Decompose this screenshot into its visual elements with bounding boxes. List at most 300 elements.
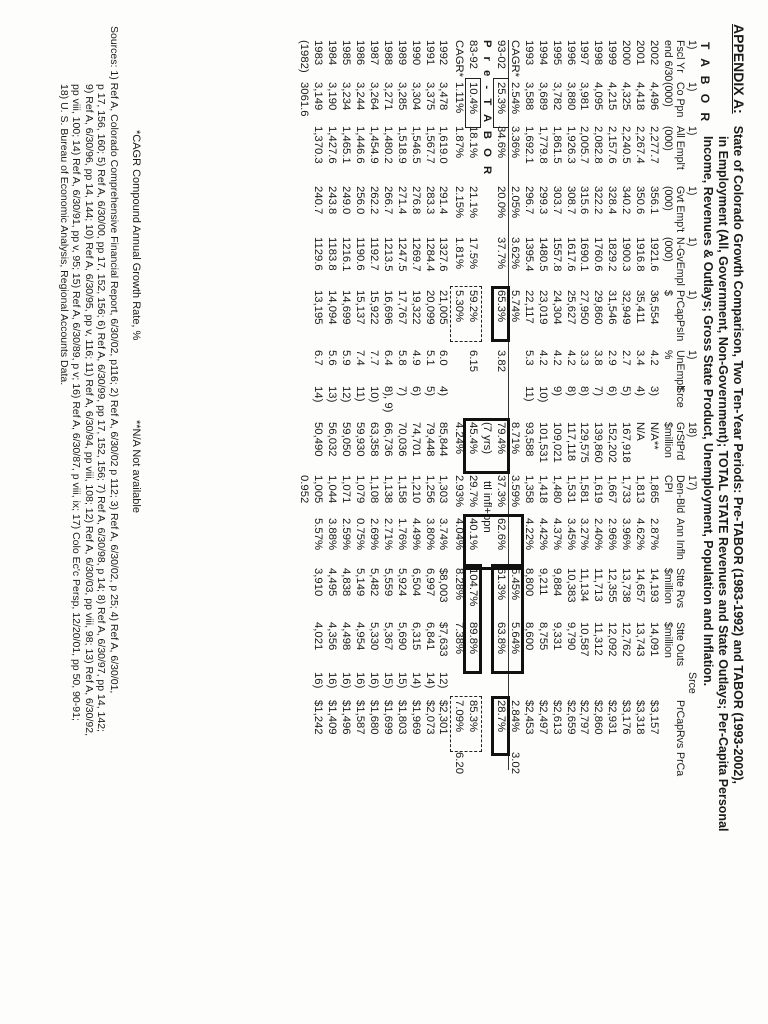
table-cell: 303.7	[550, 186, 563, 215]
table-cell: 1617.6	[564, 237, 577, 272]
table-cell: $1,242	[312, 700, 325, 735]
highlight-box	[493, 78, 509, 128]
table-cell: 1190.6	[354, 237, 367, 271]
table-cell: 9,211	[536, 568, 549, 596]
table-cell: 11)	[354, 386, 367, 402]
title-line-1: State of Colorado Growth Comparison, Two Ten-Year Periods: Pre-TABOR (1983-1992) and TABOR (1993-2002),	[731, 125, 745, 784]
table-cell: 1,454.9	[368, 126, 380, 164]
column-header: Srce	[686, 672, 698, 694]
table-cell: 109,021	[550, 422, 563, 463]
table-cell: 5.1	[423, 350, 436, 366]
table-cell: 2,082.8	[592, 126, 605, 164]
cagr-cell: 3.36%	[509, 126, 521, 159]
table-cell: 4,215	[606, 82, 619, 111]
table-cell: 1247.5	[395, 237, 408, 272]
column-header: 1)	[686, 82, 698, 92]
total-cell: 59.2%	[467, 290, 480, 323]
seven-years-note: (7 yrs)	[481, 422, 494, 455]
table-cell: 5.57%	[312, 518, 325, 551]
table-cell: 6)	[606, 386, 619, 397]
column-header: 1)	[686, 40, 698, 50]
table-cell: $3,176	[620, 700, 633, 735]
table-cell: 283.3	[423, 186, 436, 215]
table-cell: 2001	[634, 40, 647, 66]
total-cell: 17.5%	[467, 237, 480, 270]
table-cell: 2002	[648, 40, 660, 66]
tabor-period-label: T A B O R	[698, 42, 712, 125]
table-cell: 16)	[340, 672, 353, 689]
table-cell: 14)	[423, 672, 436, 689]
cagr-label: CAGR*	[509, 40, 521, 78]
cagr-cell: 2.93%	[453, 475, 466, 508]
table-cell: 4)	[437, 386, 450, 397]
table-cell: 5.3	[522, 350, 535, 366]
table-cell: 1183.8	[326, 237, 339, 271]
total-cell: 45.4%	[467, 422, 480, 455]
table-cell: 1998	[592, 40, 605, 66]
cagr-cell: 2.84%	[509, 700, 521, 733]
highlight-box	[450, 696, 483, 752]
table-cell: 4,095	[592, 82, 605, 111]
table-cell: 6.0	[437, 350, 450, 366]
total-cell: 85.3%	[467, 700, 480, 733]
footnote-na: **N/A Not available	[130, 420, 142, 513]
table-cell: 5)	[423, 386, 436, 397]
table-cell: 4.2	[550, 350, 563, 366]
table-cell: 5,690	[395, 622, 408, 651]
table-cell: 1,210	[409, 475, 422, 504]
table-cell: 6.4	[381, 350, 394, 366]
table-cell: 3.80%	[423, 518, 436, 551]
table-cell: 3.96%	[620, 518, 633, 551]
table-cell: 315.6	[578, 186, 591, 215]
table-cell: 3,375	[423, 82, 436, 111]
table-cell: 32,949	[620, 290, 633, 325]
total-cell: 34.6%	[495, 126, 508, 159]
table-cell: 1989	[395, 40, 408, 66]
table-cell: 139,860	[592, 422, 605, 463]
table-cell: 10)	[368, 386, 380, 403]
table-cell: 1,779.8	[536, 126, 549, 164]
table-cell: 66,736	[381, 422, 394, 457]
column-header: Srce	[674, 386, 686, 408]
column-header: (000)	[662, 186, 674, 211]
table-cell: 27,950	[578, 290, 591, 325]
highlight-box	[491, 564, 524, 674]
table-cell: 1,446.6	[354, 126, 367, 164]
table-cell: 20,099	[423, 290, 436, 325]
table-cell: 4,954	[354, 622, 367, 651]
table-cell: 14,091	[648, 622, 660, 657]
highlight-box	[463, 418, 510, 474]
table-cell: 1,256	[423, 475, 436, 504]
table-cell: 1985	[340, 40, 353, 66]
table-cell: 356.1	[648, 186, 660, 215]
table-cell: 2.71%	[381, 518, 394, 551]
table-cell: 3,689	[536, 82, 549, 111]
table-cell: $2,073	[423, 700, 436, 735]
table-cell: 50,490	[312, 422, 325, 457]
inflation-population-note: ttl infl+ppn	[481, 481, 494, 533]
appendix-title	[700, 24, 746, 1004]
table-cell: 1.76%	[395, 518, 408, 551]
table-cell: 1,303	[437, 475, 450, 504]
column-header: 1)	[686, 186, 698, 196]
table-cell: $2,931	[606, 700, 619, 735]
table-cell: 350.6	[634, 186, 647, 215]
cagr-cell: 5.45%	[509, 568, 521, 601]
cagr-cell: 6.20	[453, 752, 466, 774]
table-cell: 1829.2	[606, 237, 619, 272]
total-cell: 29.7%	[467, 475, 480, 508]
table-cell: 2,267.4	[634, 126, 647, 164]
table-cell: 5,149	[354, 568, 367, 597]
table-cell: 1,480	[550, 475, 563, 504]
table-cell: 10)	[536, 386, 549, 403]
table-cell: 4.37%	[550, 518, 563, 551]
column-header: 18)	[686, 422, 698, 438]
table-cell: 8)	[578, 386, 591, 397]
table-cell: 8), 9)	[381, 386, 394, 413]
cagr-cell: 1.87%	[453, 126, 466, 159]
table-cell: 36,554	[648, 290, 660, 325]
table-cell: 3,234	[340, 82, 353, 111]
column-header: N-GvEmpl	[674, 237, 686, 286]
table-cell: 1991	[423, 40, 436, 66]
column-header: PrCapRvs	[674, 700, 686, 749]
cagr-cell: 3.02	[509, 752, 521, 774]
table-cell: 7)	[592, 386, 605, 397]
table-cell: 12,762	[620, 622, 633, 657]
table-cell: 56,032	[326, 422, 339, 457]
table-cell: 1,079	[354, 475, 367, 504]
table-cell: 16)	[354, 672, 367, 689]
table-cell: 1395.4	[522, 237, 535, 272]
total-label: 93-02	[495, 40, 508, 69]
table-cell: 14,699	[340, 290, 353, 325]
table-cell: 1480.5	[536, 237, 549, 272]
table-cell: 1269.7	[409, 237, 422, 272]
table-cell: 1,546.5	[409, 126, 422, 164]
table-cell: 24,304	[550, 290, 563, 325]
table-cell: 1986	[354, 40, 367, 66]
table-cell: 243.8	[326, 186, 339, 215]
table-cell: 21,005	[437, 290, 450, 325]
table-cell: 1,005	[312, 475, 325, 504]
table-cell: 3,782	[550, 82, 563, 111]
table-cell: 3.8	[592, 350, 605, 366]
table-cell: 5.8	[395, 350, 408, 366]
column-header: $million	[662, 568, 674, 604]
table-cell: 4,021	[312, 622, 325, 651]
table-cell: 85,844	[437, 422, 450, 457]
table-cell: $8,003	[437, 568, 450, 603]
total-cell: 28.7%	[495, 700, 508, 733]
table-cell: 14,657	[634, 568, 647, 603]
table-cell: 4.2	[564, 350, 577, 366]
cagr-cell: 2.15%	[453, 186, 466, 219]
table-cell: 167,918	[620, 422, 633, 463]
table-cell: 1557.8	[550, 237, 563, 272]
total-cell: 25.3%	[495, 82, 508, 115]
table-cell: 15,922	[368, 290, 380, 325]
table-cell: 9,790	[564, 622, 577, 651]
table-cell: 4,418	[634, 82, 647, 111]
table-cell: 7)	[395, 386, 408, 397]
sources-line: p 17, 156, 160; 5) Ref A, 6/30/00, pp 17, 152, 156; 6) Ref A, 6/30/99, pp 17, 152, 156; 7) Ref A, 6/30/98, p 14; 8) Ref A, 6/30/97, pp 14, 142;	[95, 84, 108, 732]
table-cell: 93,588	[522, 422, 535, 457]
table-cell: 2.59%	[340, 518, 353, 551]
table-cell: 256.0	[354, 186, 367, 215]
table-cell: 1216.1	[340, 237, 353, 272]
table-cell: 17,767	[395, 290, 408, 325]
table-cell: 2.96%	[606, 518, 619, 551]
table-cell: 1690.1	[578, 237, 591, 272]
table-cell: 5.9	[340, 350, 353, 366]
total-cell: 6.15	[467, 350, 480, 372]
table-cell: 11)	[522, 386, 535, 402]
table-cell: 5,559	[381, 568, 394, 597]
table-cell: $3,157	[648, 700, 660, 735]
sources-block	[57, 26, 120, 1006]
table-cell: 1,813	[634, 475, 647, 504]
table-cell: 129,575	[578, 422, 591, 463]
sources-line: 9) Ref A, 6/30/96, pp 14, 144; 10) Ref A, 6/30/95, pp v, 116; 11) Ref A, 6/30/94, pp viii, 108; 12) Ref A, 6/30/03, pp viii, 98; 13) Ref A, 6/30/92,	[82, 84, 95, 737]
table-cell: 4,496	[648, 82, 660, 111]
column-header: $	[662, 290, 674, 296]
table-cell: 5,924	[395, 568, 408, 597]
column-header: 1)	[686, 290, 698, 300]
table-cell: 1192.7	[368, 237, 380, 271]
column-header: $million	[662, 622, 674, 658]
table-cell: 3061.6	[298, 82, 311, 117]
table-cell: 4,495	[326, 568, 339, 597]
cagr-cell: 8.28%	[453, 568, 466, 601]
column-header: CPI	[662, 475, 674, 493]
table-cell: 3,264	[368, 82, 380, 111]
table-cell: $2,301	[437, 700, 450, 735]
table-cell: 1,044	[326, 475, 339, 504]
table-cell: 2.87%	[648, 518, 660, 551]
table-cell: 1,567.7	[423, 126, 436, 164]
table-cell: $1,699	[381, 700, 394, 735]
table-cell: 23,019	[536, 290, 549, 325]
table-cell: $1,803	[395, 700, 408, 735]
table-cell: 8)	[564, 386, 577, 397]
total-cell: 61.3%	[495, 568, 508, 601]
column-header: 1)	[686, 350, 698, 360]
table-cell: 4.2	[648, 350, 660, 366]
table-cell: 271.4	[395, 186, 408, 215]
column-header: 17)	[686, 475, 698, 491]
title-line-2: in Employment (All, Government, Non-Government); TOTAL STATE Revenues and State Outlays; Per-Capita Personal	[716, 136, 730, 832]
column-header: $million	[662, 422, 674, 458]
table-cell: 308.7	[564, 186, 577, 215]
table-cell: 8,800	[522, 568, 535, 597]
column-header: Fscl Yr	[674, 40, 686, 73]
table-cell: 6,841	[423, 622, 436, 651]
table-cell: 4)	[634, 386, 647, 397]
table-cell: 2.40%	[592, 518, 605, 551]
column-header: (000)	[662, 237, 674, 262]
total-cell: 79.4%	[495, 422, 508, 455]
table-cell: 1,865	[648, 475, 660, 504]
table-cell: 4,838	[340, 568, 353, 597]
table-cell: 1,370.3	[312, 126, 325, 164]
column-header: PrCapPsIn	[674, 290, 686, 342]
table-cell: 3,880	[564, 82, 577, 111]
total-cell: 37.7%	[495, 237, 508, 270]
table-cell: 12)	[437, 672, 450, 689]
total-cell: 63.8%	[495, 622, 508, 655]
table-cell: 1,158	[395, 475, 408, 504]
table-cell: 1129.6	[312, 237, 325, 271]
table-cell: 1327.6	[437, 237, 450, 272]
table-cell: 14)	[409, 672, 422, 689]
table-cell: $2,659	[564, 700, 577, 735]
table-cell: 6,315	[409, 622, 422, 651]
table-cell: 5,482	[368, 568, 380, 597]
table-cell: 249.0	[340, 186, 353, 215]
table-cell: $2,613	[550, 700, 563, 735]
table-cell: 11,713	[592, 568, 605, 602]
table-cell: 1,926.3	[564, 126, 577, 164]
table-cell: 16,696	[381, 290, 394, 325]
table-cell: 4.9	[409, 350, 422, 366]
appendix-lead: APPENDIX A:	[731, 24, 747, 114]
cagr-cell: 7.38%	[453, 622, 466, 655]
table-cell: 3,271	[381, 82, 394, 111]
column-header: Co Ppn	[674, 82, 686, 118]
table-cell: 4.2	[536, 350, 549, 366]
table-cell: 340.2	[620, 186, 633, 215]
total-cell: 62.6%	[495, 518, 508, 551]
table-cell: 11,134	[578, 568, 591, 602]
total-cell: 10.4%	[467, 82, 480, 115]
table-cell: 25,627	[564, 290, 577, 325]
table-cell: 1284.4	[423, 237, 436, 272]
table-cell: 1760.6	[592, 237, 605, 272]
table-cell: 1,861.5	[550, 126, 563, 164]
table-cell: 1,480.2	[381, 126, 394, 164]
table-cell: 79,448	[423, 422, 436, 457]
table-cell: 13,738	[620, 568, 633, 603]
table-cell: $7,633	[437, 622, 450, 657]
table-cell: 29,860	[592, 290, 605, 325]
pre-tabor-label: P r e - T A B O R	[481, 40, 494, 178]
total-cell: 21.1%	[467, 186, 480, 219]
table-cell: 1997	[578, 40, 591, 66]
table-cell: 74,701	[409, 422, 422, 457]
cagr-cell: 1.11%	[453, 82, 466, 114]
table-cell: $2,497	[536, 700, 549, 735]
table-cell: 1,667	[606, 475, 619, 504]
table-cell: 2.9	[606, 350, 619, 366]
table-cell: $1,587	[354, 700, 367, 735]
table-cell: 1983	[312, 40, 325, 66]
table-cell: 328.4	[606, 186, 619, 215]
table-cell: 1996	[564, 40, 577, 66]
table-cell: 1994	[536, 40, 549, 66]
column-header: 1)	[686, 126, 698, 136]
table-cell: 8,600	[522, 622, 535, 651]
highlight-box	[491, 286, 510, 342]
table-cell: 4.62%	[634, 518, 647, 551]
table-cell: 12)	[340, 386, 353, 403]
table-cell: 3.3	[578, 350, 591, 366]
highlight-box	[491, 696, 510, 756]
table-cell: 16)	[368, 672, 380, 689]
table-cell: N/A	[634, 422, 647, 441]
table-cell: 1999	[606, 40, 619, 66]
table-cell: 3.45%	[564, 518, 577, 551]
table-cell: 299.3	[536, 186, 549, 215]
table-cell: 13,743	[634, 622, 647, 657]
table-cell: 2000	[620, 40, 633, 66]
table-cell: 14)	[312, 386, 325, 403]
column-header: Gvt Emp't	[674, 186, 686, 233]
table-cell: 4,498	[340, 622, 353, 651]
table-cell: 1,692.1	[522, 126, 535, 164]
table-cell: 1,733	[620, 475, 633, 504]
table-cell: 12,092	[606, 622, 619, 657]
table-cell: 266.7	[381, 186, 394, 215]
total-label: 83-92	[467, 40, 480, 69]
column-header: Ann Infln	[674, 518, 686, 560]
table-cell: 4,356	[326, 622, 339, 651]
table-cell: $2,797	[578, 700, 591, 735]
title-line-3: Income, Revenues & Outlays; Gross State Product, Unemployment, Population and Inflation.	[701, 136, 715, 687]
table-cell: 4.42%	[536, 518, 549, 551]
table-cell: 63,358	[368, 422, 380, 457]
table-cell: 11,312	[592, 622, 605, 656]
table-cell: $2,453	[522, 700, 535, 735]
table-cell: 59,050	[340, 422, 353, 457]
column-header: Den-Bld	[674, 475, 686, 514]
column-header: 1)	[686, 237, 698, 247]
table-cell: 2,277.7	[648, 126, 660, 164]
cagr-cell: 7.09%	[453, 700, 466, 733]
table-cell: 291.4	[437, 186, 450, 215]
cagr-cell: 2.54%	[509, 82, 521, 115]
table-cell: 4,325	[620, 82, 633, 111]
table-cell: 35,411	[634, 290, 647, 324]
cagr-cell: 2.05%	[509, 186, 521, 219]
table-cell: $1,409	[326, 700, 339, 735]
table-cell: 1988	[381, 40, 394, 66]
table-cell: 322.2	[592, 186, 605, 215]
table-cell: 3,244	[354, 82, 367, 111]
table-cell: 1921.6	[648, 237, 660, 272]
total-cell: 20.0%	[495, 186, 508, 219]
table-cell: 1900.3	[620, 237, 633, 272]
table-cell: 2,240.5	[620, 126, 633, 164]
table-cell: $2,860	[592, 700, 605, 735]
table-cell: 14,193	[648, 568, 660, 603]
column-header: (000)	[662, 126, 674, 151]
table-cell: 1,619.0	[437, 126, 450, 164]
table-cell: 240.7	[312, 186, 325, 215]
table-cell: 16)	[326, 672, 339, 689]
table-cell: $3,318	[634, 700, 647, 735]
column-header: PrCa	[674, 752, 686, 777]
table-cell: 3,304	[409, 82, 422, 111]
highlight-box	[463, 564, 482, 674]
column-header: (000)	[662, 82, 674, 107]
table-cell: 262.2	[368, 186, 380, 215]
table-cell: 5,330	[368, 622, 380, 651]
column-header: GrStPrd	[674, 422, 686, 461]
